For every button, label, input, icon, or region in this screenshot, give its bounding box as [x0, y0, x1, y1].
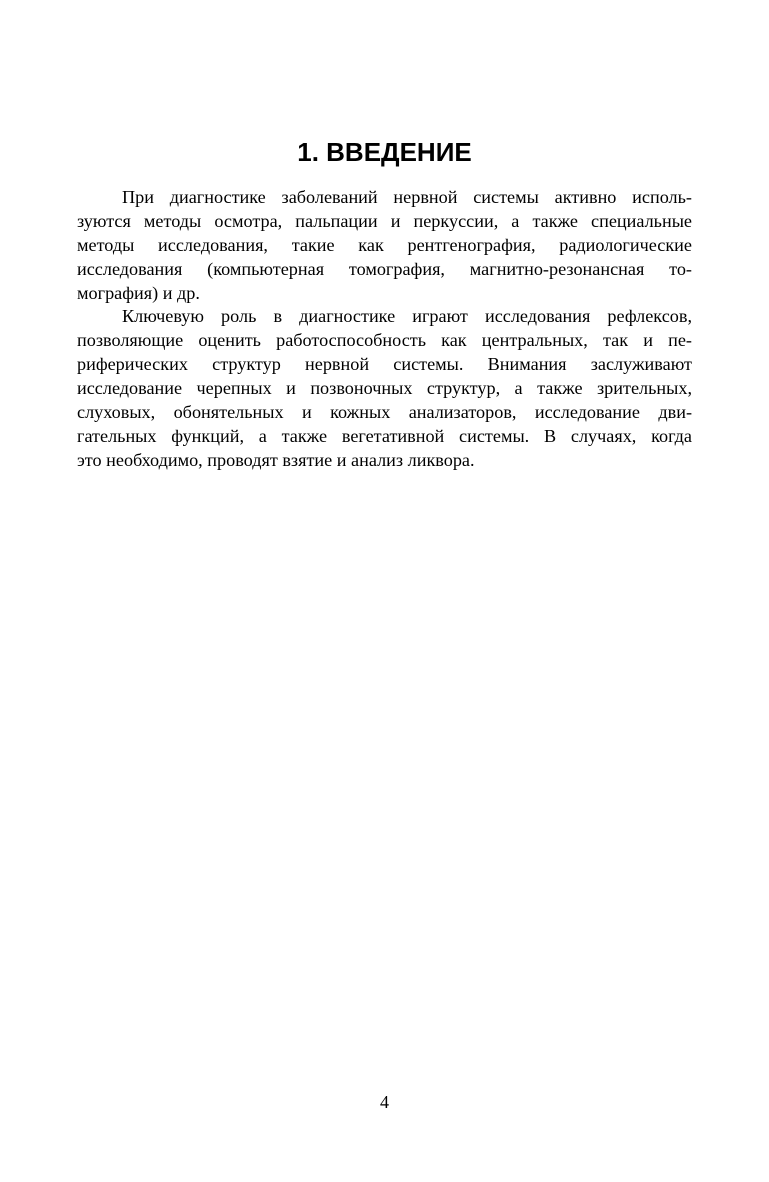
paragraph-line: слуховых, обонятельных и кожных анализаторов, исследование дви-: [77, 402, 692, 423]
paragraph-line: гательных функций, а также вегетативной системы. В случаях, когда: [77, 425, 692, 446]
page-number: 4: [380, 1092, 389, 1112]
paragraph-line: зуются методы осмотра, пальпации и перкуссии, а также специальные: [77, 210, 692, 231]
section-heading: 1. ВВЕДЕНИЕ: [297, 137, 472, 167]
paragraph-line: методы исследования, такие как рентгенография, радиологические: [77, 234, 692, 255]
paragraph-1: [77, 186, 692, 305]
paragraph-line: Ключевую роль в диагностике играют исследования рефлексов,: [122, 306, 692, 327]
paragraph-line: риферических структур нервной системы. Внимания заслуживают: [77, 354, 692, 375]
paragraph-2: [77, 305, 692, 472]
paragraph-line: исследования (компьютерная томография, магнитно-резонансная то-: [77, 258, 692, 279]
body-text: [77, 186, 692, 473]
paragraph-line: мография) и др.: [77, 282, 200, 303]
paragraph-line: это необходимо, проводят взятие и анализ ликвора.: [77, 449, 475, 470]
paragraph-line: исследование черепных и позвоночных структур, а также зрительных,: [77, 378, 692, 399]
paragraph-line: позволяющие оценить работоспособность как центральных, так и пе-: [77, 330, 692, 351]
paragraph-line: При диагностике заболеваний нервной системы активно исполь-: [122, 187, 692, 207]
